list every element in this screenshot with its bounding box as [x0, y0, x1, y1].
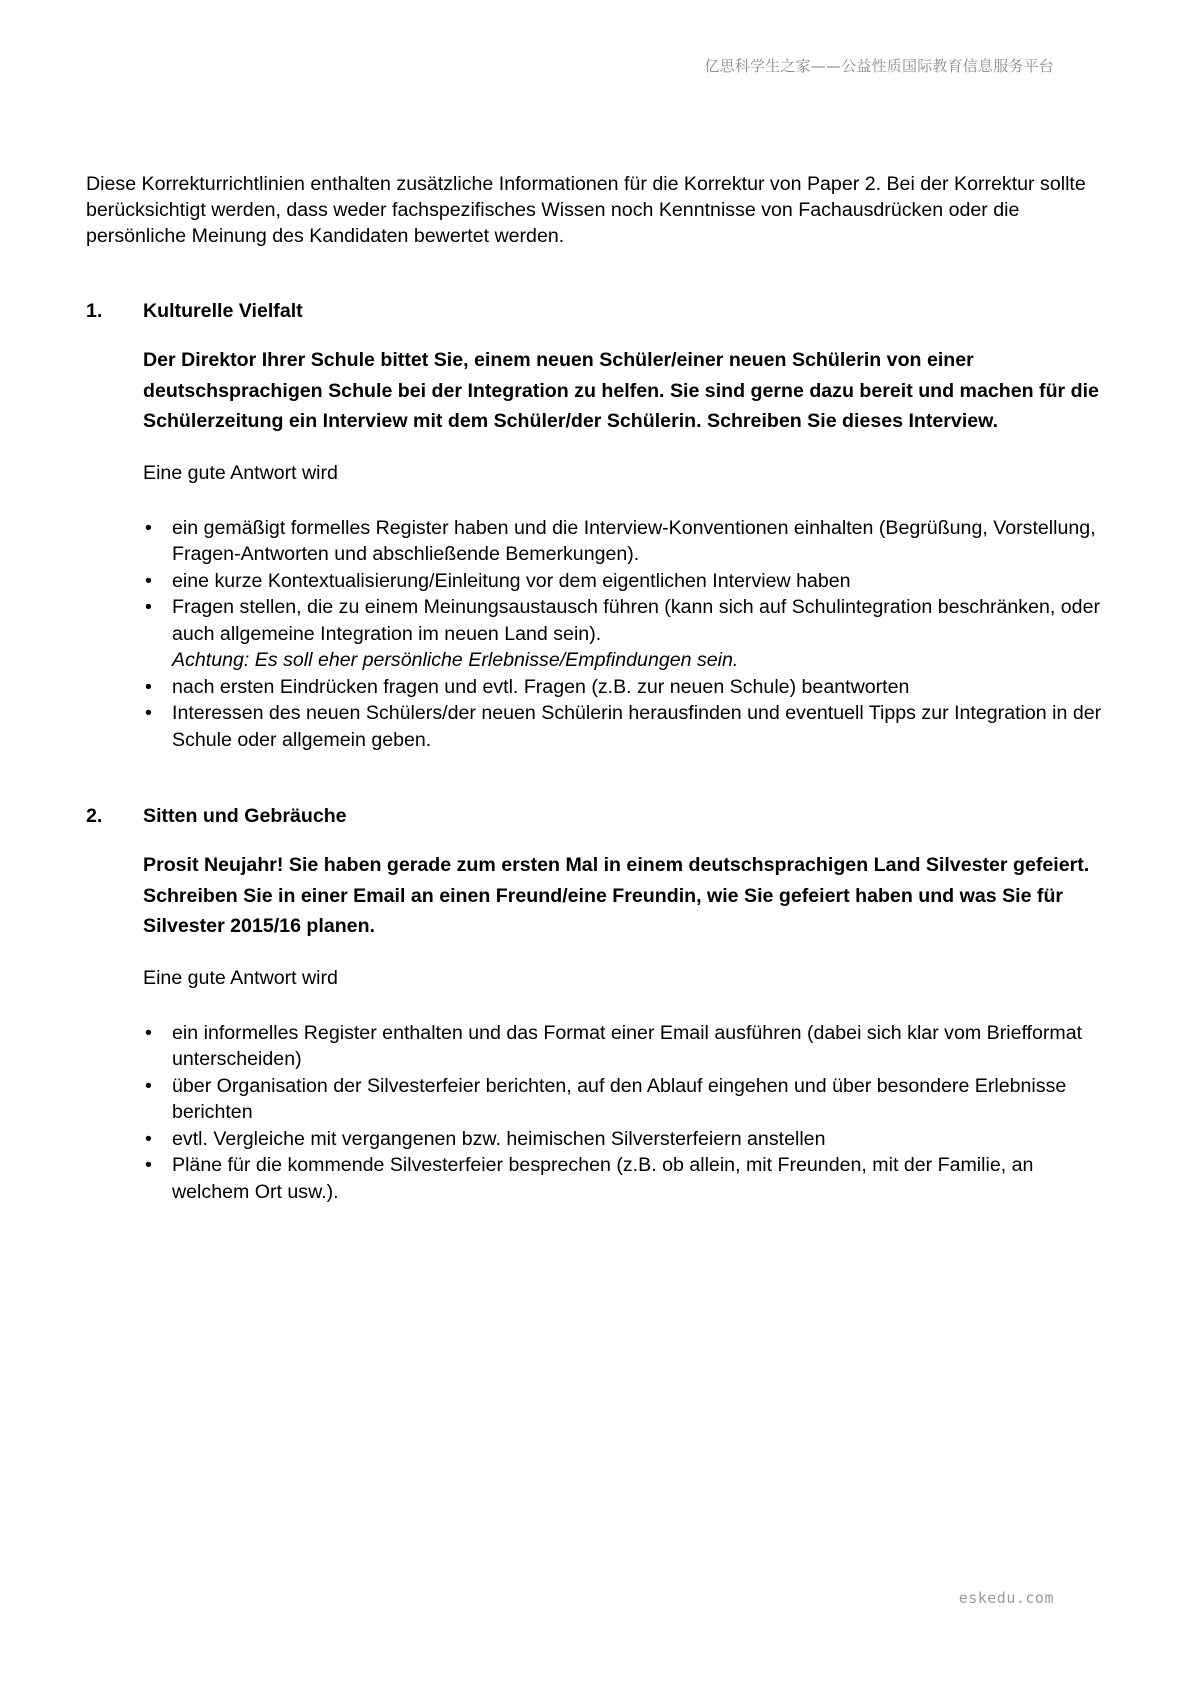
- list-item: [143, 1073, 1111, 1126]
- list-item: [143, 700, 1111, 753]
- list-item: [143, 1126, 1111, 1153]
- section-number: 2.: [86, 805, 103, 827]
- bullet-icon: •: [145, 569, 152, 592]
- list-item-text: Fragen stellen, die zu einem Meinungsaustausch führen (kann sich auf Schulintegration beschränken, oder auch allgemeine Integration im neuen Land sein).: [172, 596, 1100, 645]
- bullet-icon: •: [145, 1021, 152, 1044]
- section-body: [143, 345, 1111, 753]
- section-heading: [86, 298, 1111, 324]
- list-item-text: eine kurze Kontextualisierung/Einleitung vor dem eigentlichen Interview haben: [172, 569, 851, 592]
- section-heading: [86, 803, 1111, 829]
- list-item: [143, 674, 1111, 701]
- section-body: [143, 850, 1111, 1205]
- footer-watermark: eskedu.com: [958, 1589, 1054, 1607]
- bullet-icon: •: [145, 1154, 152, 1176]
- section-title: Kulturelle Vielfalt: [143, 300, 303, 322]
- header-watermark: 亿思科学生之家——公益性质国际教育信息服务平台: [704, 57, 1054, 75]
- list-item: [143, 515, 1111, 568]
- list-item: [143, 568, 1111, 595]
- criteria-list: [143, 515, 1111, 754]
- bullet-icon: •: [145, 516, 152, 539]
- list-item-text: nach ersten Eindrücken fragen und evtl. Fragen (z.B. zur neuen Schule) beantworten: [172, 675, 910, 698]
- list-item-text: evtl. Vergleiche mit vergangenen bzw. heimischen Silversterfeiern anstellen: [172, 1127, 826, 1150]
- bullet-icon: •: [145, 1127, 152, 1150]
- section-2: [86, 803, 1111, 1205]
- task-prompt: Der Direktor Ihrer Schule bittet Sie, einem neuen Schüler/einer neuen Schülerin von einer deutschsprachigen Schule bei der Integration zu helfen. Sie sind gerne dazu bereit und machen für die Schülerzeitung ein Interview mit dem Schüler/der Schülerin. Schreiben Sie dieses Interview.: [143, 349, 1099, 432]
- list-item-text: Pläne für die kommende Silvesterfeier besprechen (z.B. ob allein, mit Freunden, mit der Familie, an welchem Ort usw.).: [172, 1154, 1034, 1203]
- intro-paragraph: Diese Korrekturrichtlinien enthalten zusätzliche Informationen für die Korrektur von Paper 2. Bei der Korrektur sollte berücksichtigt werden, dass weder fachspezifisches Wissen noch Kenntnisse von Fachausdrücken oder die persönliche Meinung des Kandidaten bewertet werden.: [86, 173, 1086, 247]
- criteria-list: [143, 1020, 1111, 1206]
- bullet-icon: •: [145, 1074, 152, 1097]
- section-title: Sitten und Gebräuche: [143, 805, 347, 827]
- list-item: [143, 594, 1111, 674]
- bullet-icon: •: [145, 675, 152, 698]
- task-prompt: Prosit Neujahr! Sie haben gerade zum ersten Mal in einem deutschsprachigen Land Silvester gefeiert. Schreiben Sie in einer Email an einen Freund/eine Freundin, wie Sie gefeiert haben und was Sie für Silvester 2015/16 planen.: [143, 854, 1090, 937]
- bullet-icon: •: [145, 596, 152, 618]
- section-1: [86, 298, 1111, 753]
- answer-lead: Eine gute Antwort wird: [143, 461, 338, 484]
- section-number: 1.: [86, 300, 103, 322]
- list-item-text: über Organisation der Silvesterfeier berichten, auf den Ablauf eingehen und über besondere Erlebnisse berichten: [172, 1074, 1067, 1123]
- list-item-text: ein gemäßigt formelles Register haben und die Interview-Konventionen einhalten (Begrüßung, Vorstellung, Fragen-Antworten und abschließende Bemerkungen).: [172, 516, 1096, 565]
- list-item-text: ein informelles Register enthalten und das Format einer Email ausführen (dabei sich klar vom Briefformat unterscheiden): [172, 1021, 1083, 1070]
- document-body: [86, 171, 1111, 1205]
- answer-lead: Eine gute Antwort wird: [143, 966, 338, 989]
- list-item: [143, 1152, 1111, 1205]
- list-item-text: Interessen des neuen Schülers/der neuen Schülerin herausfinden und eventuell Tipps zur Integration in der Schule oder allgemein geben.: [172, 702, 1102, 751]
- bullet-icon: •: [145, 702, 152, 724]
- list-item: [143, 1020, 1111, 1073]
- list-item-note: Achtung: Es soll eher persönliche Erlebnisse/Empfindungen sein.: [172, 649, 739, 671]
